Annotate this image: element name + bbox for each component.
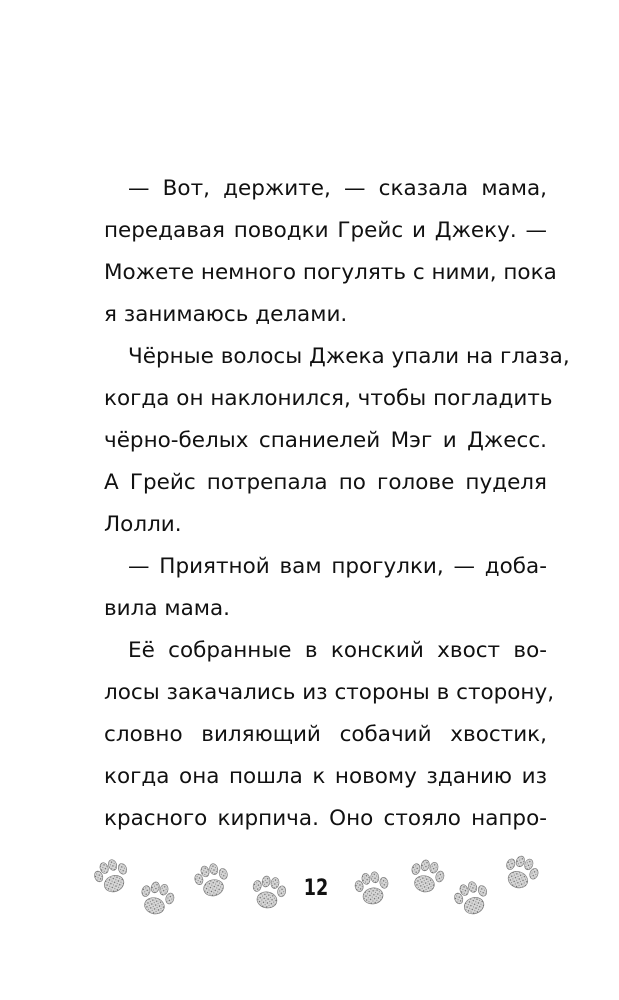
page-footer	[0, 830, 619, 930]
text-line: лосы закачались из стороны в сторону,	[104, 680, 555, 705]
text-line: Чёрные волосы Джека упали на глаза,	[128, 344, 570, 369]
paw-print-icon	[353, 870, 391, 907]
text-line: чёрно-белых спаниелей Мэг и Джесс.	[104, 428, 547, 453]
text-line: Можете немного погулять с ними, пока	[104, 260, 557, 285]
paw-print-icon	[192, 861, 232, 900]
text-line: вила мама.	[104, 596, 231, 621]
text-line: когда он наклонился, чтобы погладить	[104, 386, 553, 411]
paw-print-icon	[250, 874, 288, 911]
page-number: 12	[303, 876, 329, 901]
text-line: красного кирпича. Оно стояло напро-	[104, 806, 547, 831]
text-line: передавая поводки Грейс и Джеку. —	[104, 218, 547, 243]
paw-print-icon	[91, 856, 133, 897]
text-line: Лолли.	[104, 512, 182, 537]
text-line: — Вот, держите, — сказала мама,	[128, 176, 547, 201]
text-line: Её собранные в конский хвост во-	[128, 638, 547, 663]
text-line: — Приятной вам прогулки, — доба-	[128, 554, 547, 579]
paw-print-icon	[407, 857, 447, 896]
body-text	[104, 168, 570, 840]
paw-print-icon	[500, 852, 542, 893]
text-line: когда она пошла к новому зданию из	[104, 764, 547, 789]
paw-print-icon	[137, 879, 177, 918]
text-line: словно виляющий собачий хвостик,	[104, 722, 547, 747]
text-line: я занимаюсь делами.	[104, 302, 348, 327]
paw-print-icon	[451, 878, 493, 919]
text-line: А Грейс потрепала по голове пуделя	[104, 470, 547, 495]
